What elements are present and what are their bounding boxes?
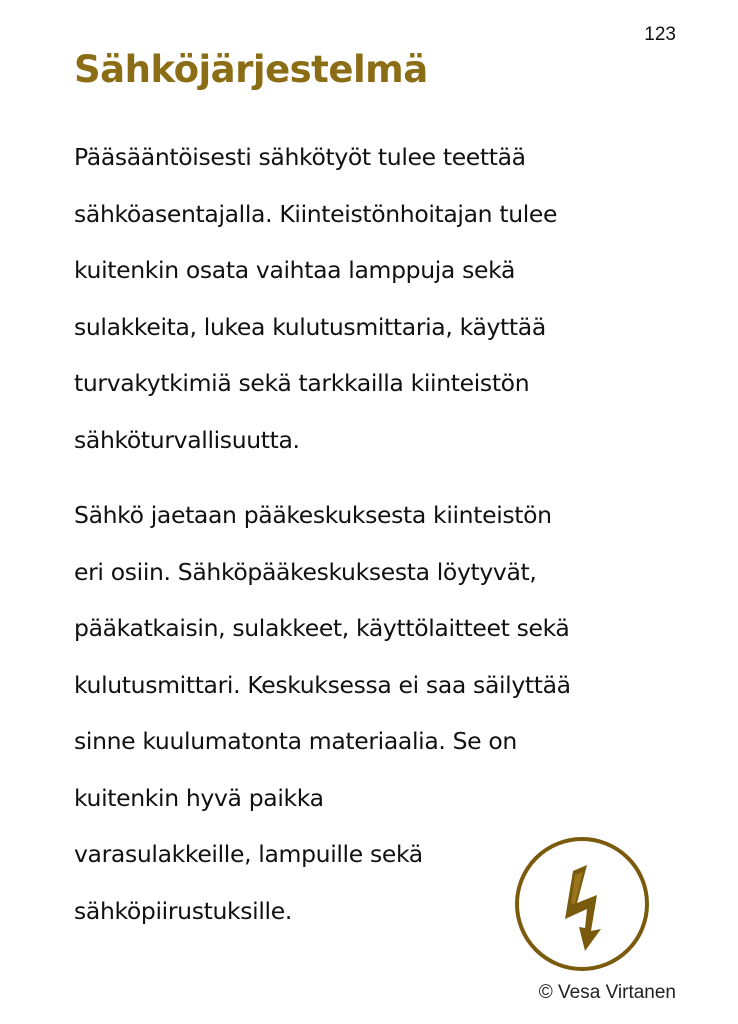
paragraph-line: eri osiin. Sähköpääkeskuksesta löytyvät, xyxy=(74,557,537,586)
paragraph-2 xyxy=(74,487,571,939)
paragraph-line: sähköasentajalla. Kiinteistönhoitajan tulee xyxy=(74,199,558,228)
paragraph-line: kulutusmittari. Keskuksessa ei saa säilyttää xyxy=(74,670,571,699)
page-title: Sähköjärjestelmä xyxy=(74,48,428,91)
paragraph-line: sinne kuulumatonta materiaalia. Se on xyxy=(74,727,517,755)
paragraph-line: pääkatkaisin, sulakkeet, käyttölaitteet sekä xyxy=(74,614,570,642)
page-number: 123 xyxy=(644,24,676,45)
paragraph-line: Sähkö jaetaan pääkeskuksesta kiinteistön xyxy=(74,501,552,529)
paragraph-1 xyxy=(74,129,557,468)
paragraph-line: turvakytkimiä sekä tarkkailla kiinteistön xyxy=(74,369,530,397)
paragraph-line: sulakkeita, lukea kulutusmittaria, käyttää xyxy=(74,312,546,341)
paragraph-line: sähköpiirustuksille. xyxy=(74,896,292,925)
paragraph-line: Pääsääntöisesti sähkötyöt tulee teettää xyxy=(74,143,526,171)
copyright-notice: © Vesa Virtanen xyxy=(538,982,676,1003)
paragraph-line: sähköturvallisuutta. xyxy=(74,425,300,454)
paragraph-line: varasulakkeille, lampuille sekä xyxy=(74,840,423,868)
paragraph-line: kuitenkin osata vaihtaa lamppuja sekä xyxy=(74,256,515,284)
high-voltage-icon xyxy=(513,835,651,973)
paragraph-line: kuitenkin hyvä paikka xyxy=(74,783,324,812)
